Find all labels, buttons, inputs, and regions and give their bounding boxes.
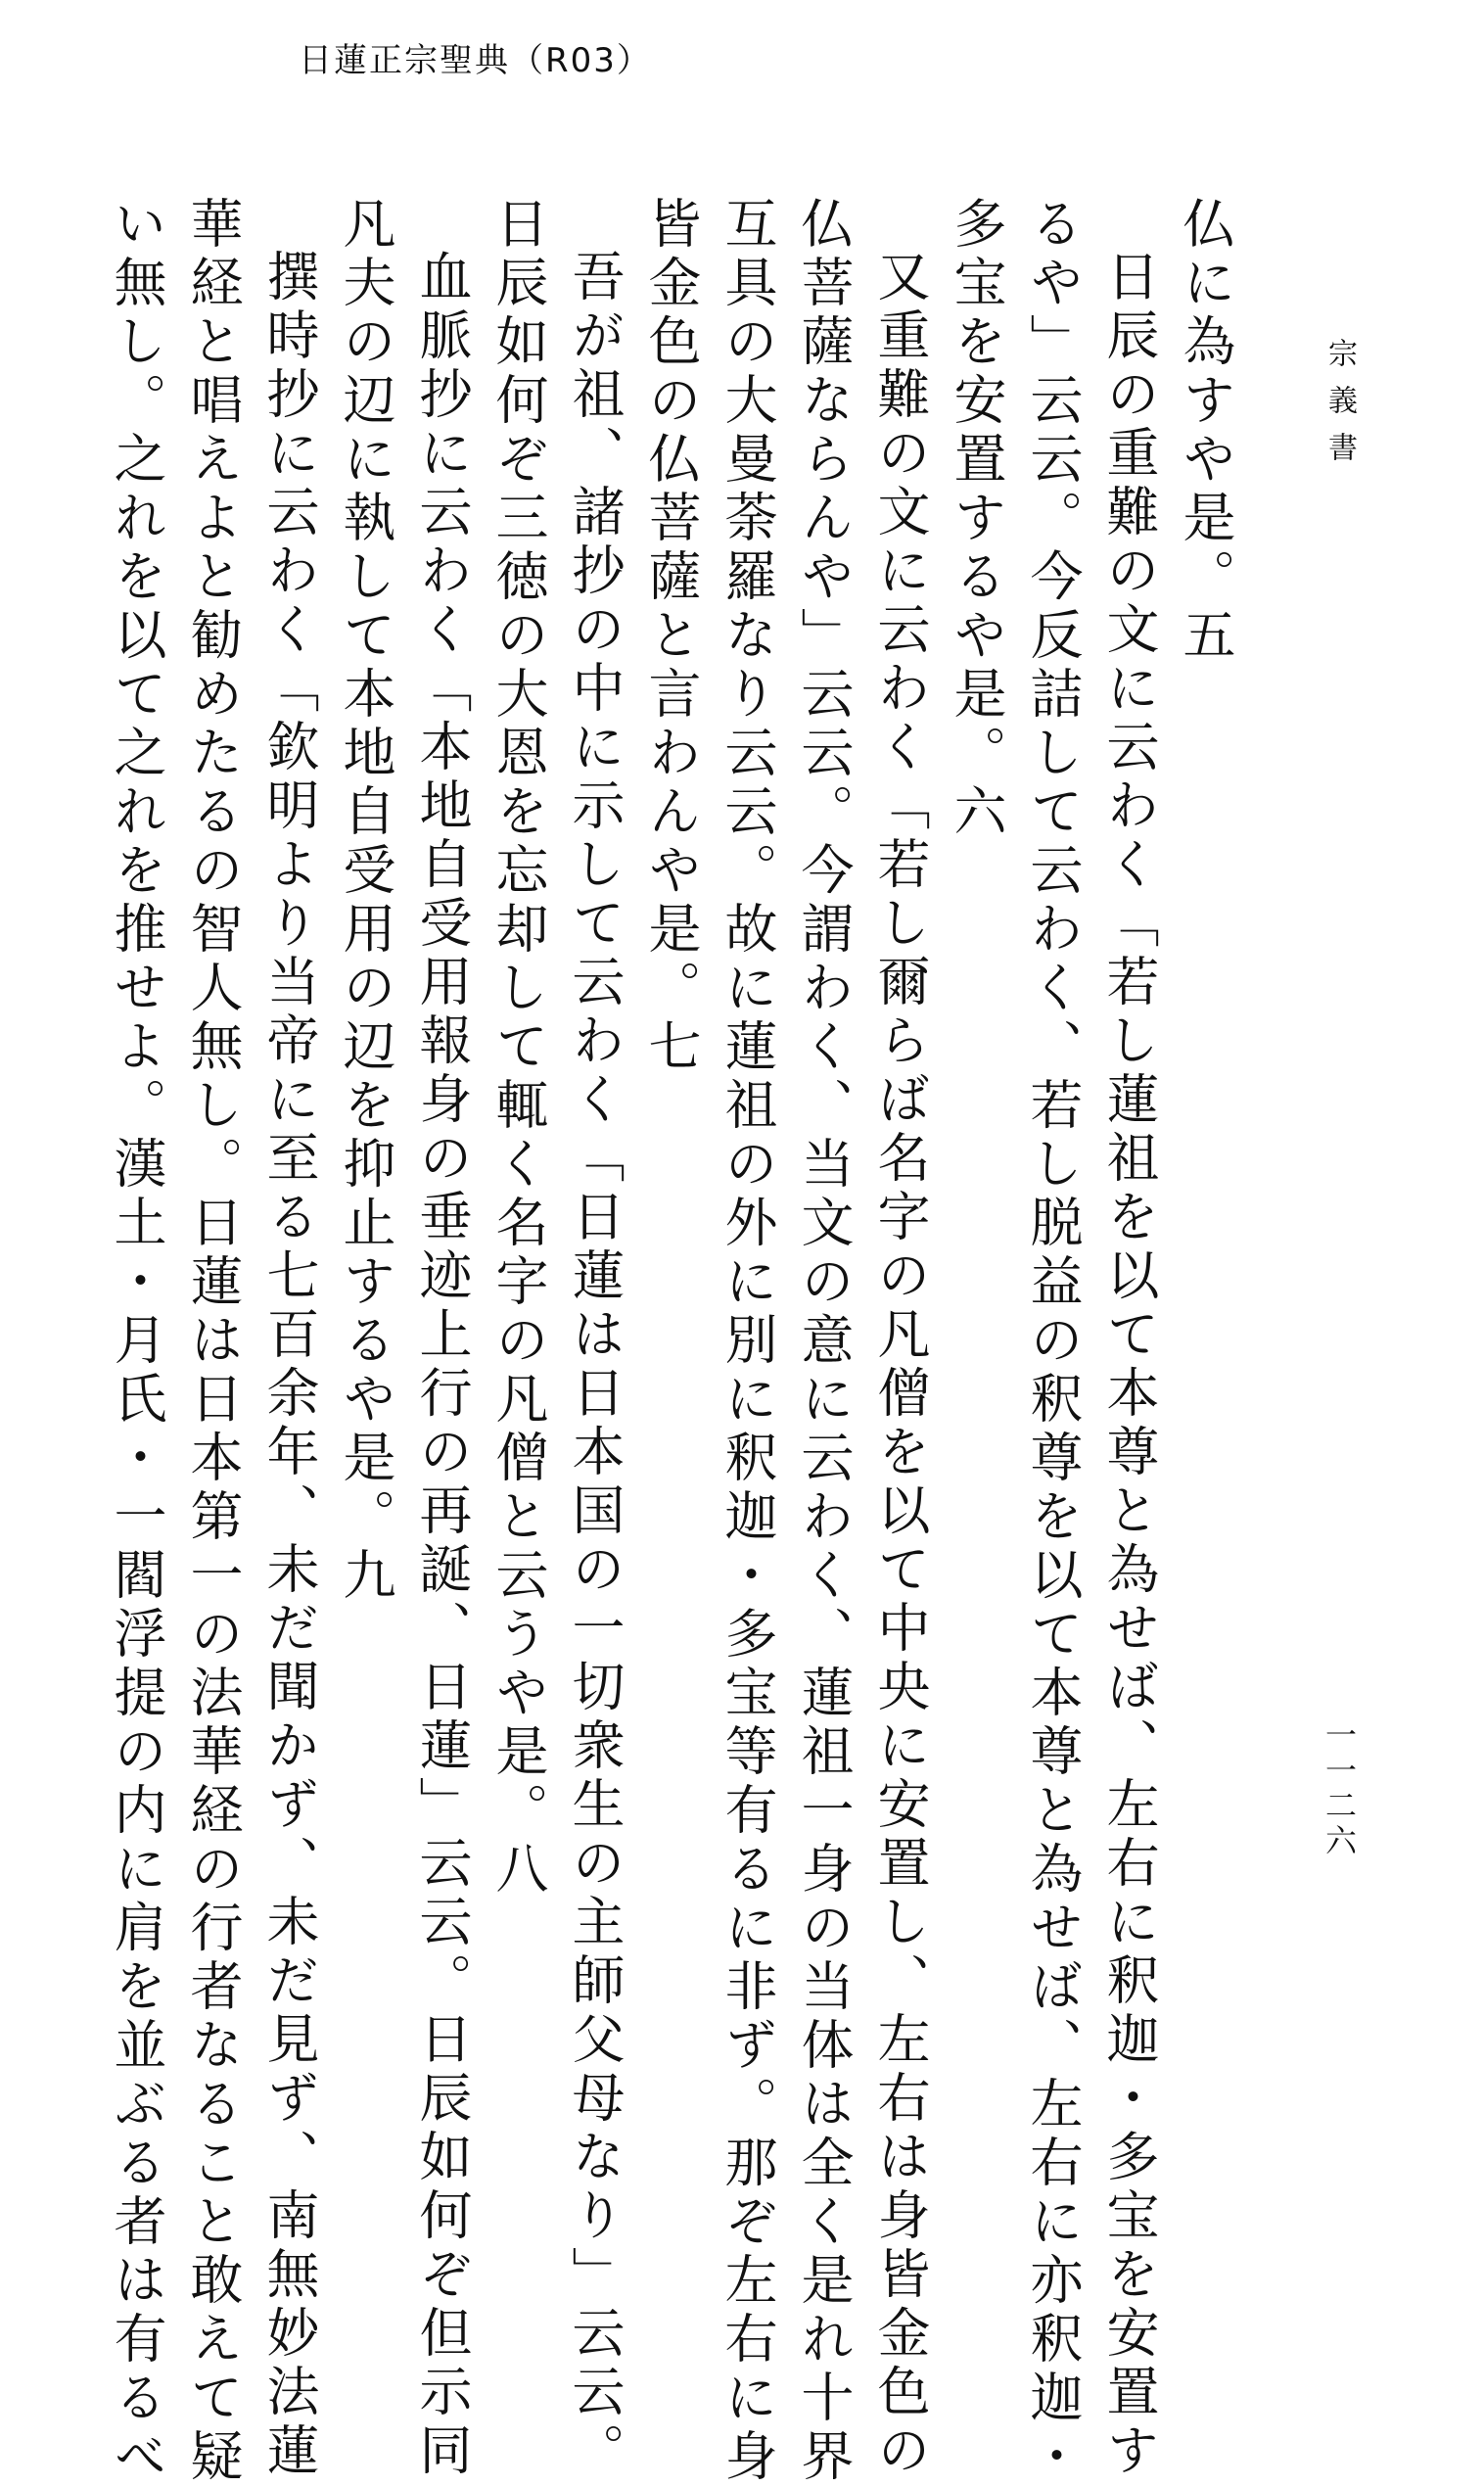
text-line: 多宝を安置するや是。六 <box>946 196 1007 842</box>
document-title: 日蓮正宗聖典（R03） <box>299 41 652 80</box>
body-text <box>106 196 1243 2487</box>
text-line: 仏菩薩ならんや」云云。今謂わく、当文の意に云わく、蓮祖一身の当体は全く是れ十界 <box>793 196 855 2487</box>
text-line: 吾が祖、諸抄の中に示して云わく「日蓮は日本国の一切衆生の主師父母なり」云云。 <box>564 249 626 2481</box>
page-number: 一一二六 <box>1321 1718 1358 1859</box>
text-line: 華経と唱えよと勧めたるの智人無し。日蓮は日本第一の法華経の行者なること敢えて疑 <box>182 196 244 2487</box>
text-line: るや」云云。今反詰して云わく、若し脱益の釈尊を以て本尊と為せば、左右に亦釈迦・ <box>1022 196 1084 2487</box>
text-line: い無し。之れを以て之れを推せよ。漢土・月氏・一閻浮提の内に肩を並ぶる者は有るべ <box>106 196 167 2487</box>
text-line: 日辰如何ぞ三徳の大恩を忘却して輒く名字の凡僧と云うや是。八 <box>487 196 549 1900</box>
text-line: 日辰の重難の文に云わく「若し蓮祖を以て本尊と為せば、左右に釈迦・多宝を安置す <box>1098 249 1160 2481</box>
text-line: 凡夫の辺に執して本地自受用の辺を抑止するや是。九 <box>335 196 396 1606</box>
text-line: 撰時抄に云わく「欽明より当帝に至る七百余年、未だ聞かず、未だ見ず、南無妙法蓮 <box>258 249 320 2481</box>
text-line: 皆金色の仏菩薩と言わんや是。七 <box>640 196 702 1077</box>
text-line: 互具の大曼荼羅なり云云。故に蓮祖の外に別に釈迦・多宝等有るに非ず。那ぞ左右に身 <box>717 196 778 2487</box>
text-line: 又重難の文に云わく「若し爾らば名字の凡僧を以て中央に安置し、左右は身皆金色の <box>869 249 931 2481</box>
text-line: 仏に為すや是。五 <box>1175 196 1236 666</box>
running-head: 宗義書 <box>1322 338 1357 479</box>
text-line: 血脈抄に云わく「本地自受用報身の垂迹上行の再誕、日蓮」云云。日辰如何ぞ但示同 <box>411 249 473 2481</box>
